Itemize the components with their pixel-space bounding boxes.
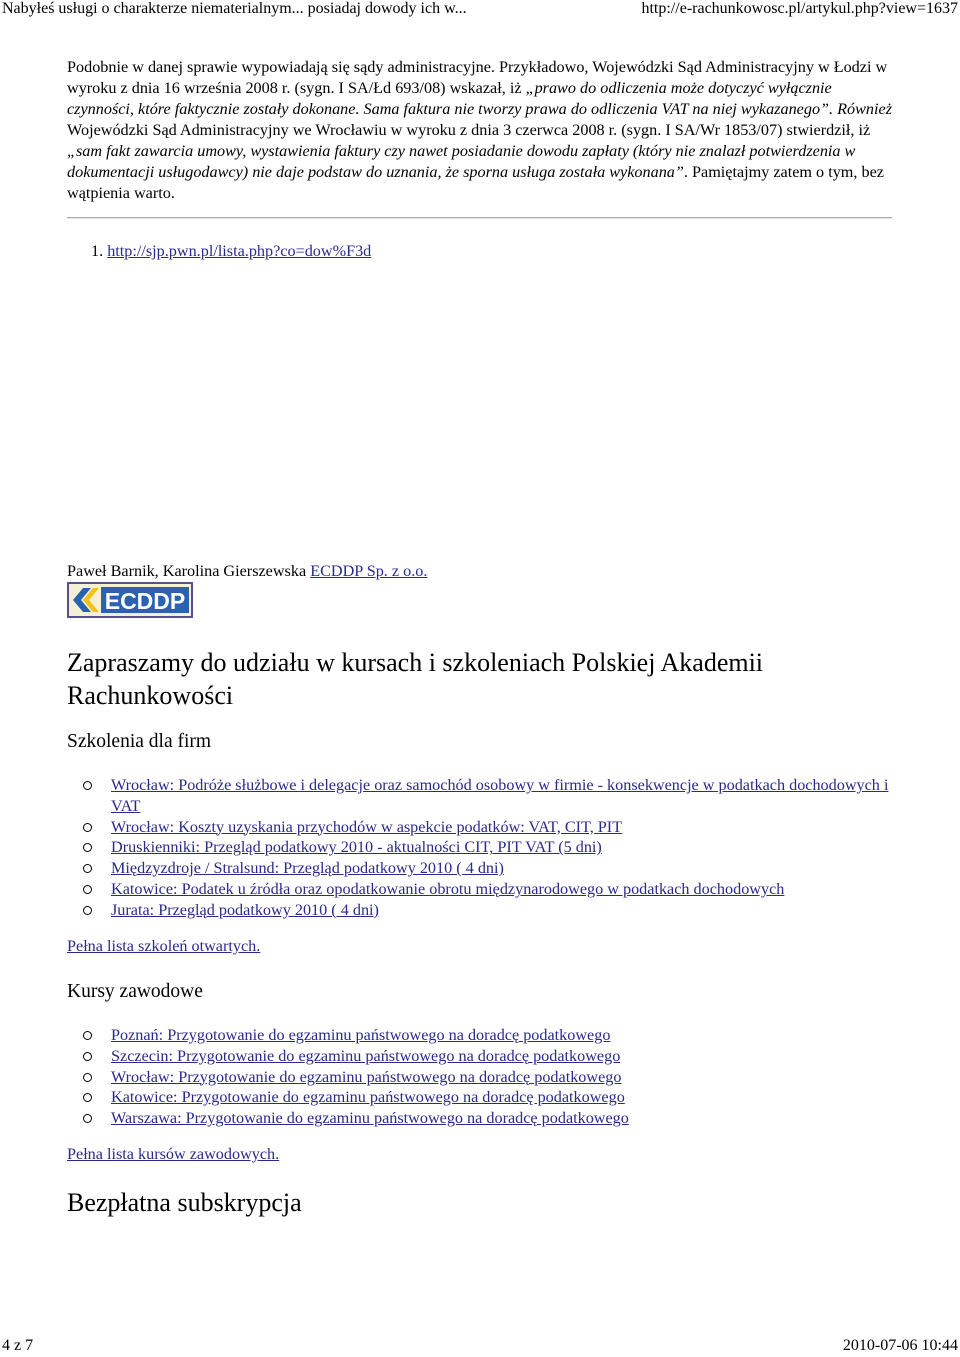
list-item [111, 1087, 911, 1108]
list-item [111, 817, 911, 838]
training-link[interactable]: Katowice: Podatek u źródła oraz opodatkowanie obrotu międzynarodowego w podatkach dochodowych [111, 879, 785, 898]
article-paragraph [67, 57, 897, 204]
course-link[interactable]: Wrocław: Przygotowanie do egzaminu państwowego na doradcę podatkowego [111, 1067, 622, 1086]
print-footer [0, 1337, 960, 1357]
courses-list [67, 1025, 911, 1129]
quote-text: „sam fakt zawarcia umowy, wystawienia faktury czy nawet posiadanie dowodu zapłaty (który nie znalazł potwierdzenia w dokumentacji usługodawcy) nie daje podstaw do uznania, że sporna usługa została wykonana” [67, 142, 856, 181]
training-link[interactable]: Druskienniki: Przegląd podatkowy 2010 - aktualności CIT, PIT VAT (5 dni) [111, 838, 602, 857]
quote-text: „prawo do odliczenia może dotyczyć wyłącznie czynności, które faktycznie zostały dokonane. Sama faktura nie tworzy prawa do odliczenia VAT na niej wykazanego”. Również [67, 79, 892, 118]
list-item [111, 858, 911, 879]
full-trainings-link[interactable]: Pełna lista szkoleń otwartych. [67, 937, 261, 955]
section-heading-trainings: Szkolenia dla firm [67, 731, 212, 752]
ecddp-logo[interactable] [67, 582, 193, 618]
print-datetime: 2010-07-06 10:44 [842, 1337, 958, 1354]
list-item [111, 1046, 911, 1067]
list-item [111, 837, 911, 858]
section-heading-courses: Kursy zawodowe [67, 981, 203, 1002]
footnote [91, 242, 371, 261]
ecddp-logo-icon [69, 584, 191, 616]
page-counter: 4 z 7 [2, 1337, 34, 1354]
trainings-list [67, 775, 911, 921]
article-text: Wojewódzki Sąd Administracyjny we Wrocławiu w wyroku z dnia 3 czerwca 2008 r. (sygn. I SA/Wr 1853/07) stwierdził, iż [67, 121, 871, 139]
footnote-link[interactable]: http://sjp.pwn.pl/lista.php?co=dow%F3d [107, 242, 372, 260]
course-link[interactable]: Katowice: Przygotowanie do egzaminu państwowego na doradcę podatkowego [111, 1088, 625, 1107]
footnote-divider [67, 217, 892, 219]
course-link[interactable]: Szczecin: Przygotowanie do egzaminu państwowego na doradcę podatkowego [111, 1046, 621, 1065]
training-link[interactable]: Jurata: Przegląd podatkowy 2010 ( 4 dni) [111, 900, 379, 919]
list-item [111, 775, 911, 817]
page-url: http://e-rachunkowosc.pl/artykul.php?view=1637 [641, 0, 958, 17]
list-item [111, 1067, 911, 1088]
subscription-heading: Bezpłatna subskrypcja [67, 1188, 302, 1217]
article-text: . Pamiętajmy zatem o tym, bez wątpienia warto. [67, 163, 884, 202]
article-body [67, 57, 897, 204]
full-courses-link[interactable]: Pełna lista kursów zawodowych. [67, 1145, 280, 1163]
footnote-number: 1. [91, 242, 104, 260]
author-names: Paweł Barnik, Karolina Gierszewska [67, 562, 311, 580]
training-link[interactable]: Wrocław: Podróże służbowe i delegacje oraz samochód osobowy w firmie - konsekwencje w podatkach dochodowych i VAT [111, 776, 889, 815]
print-header [0, 0, 960, 20]
authors-line [67, 562, 427, 581]
list-item [111, 1108, 911, 1129]
course-link[interactable]: Warszawa: Przygotowanie do egzaminu państwowego na doradcę podatkowego [111, 1109, 629, 1128]
list-item [111, 879, 911, 900]
training-link[interactable]: Międzyzdroje / Stralsund: Przegląd podatkowy 2010 ( 4 dni) [111, 859, 504, 878]
promo-title: Zapraszamy do udziału w kursach i szkoleniach Polskiej Akademii Rachunkowości [67, 648, 764, 710]
list-item [111, 900, 911, 921]
training-link[interactable]: Wrocław: Koszty uzyskania przychodów w aspekcie podatków: VAT, CIT, PIT [111, 817, 623, 836]
page-title: Nabyłeś usługi o charakterze niematerialnym... posiadaj dowody ich w... [2, 0, 467, 17]
list-item [111, 1025, 911, 1046]
course-link[interactable]: Poznań: Przygotowanie do egzaminu państwowego na doradcę podatkowego [111, 1026, 611, 1044]
article-text: Podobnie w danej sprawie wypowiadają się sądy administracyjne. Przykładowo, Wojewódzki Sąd Administracyjny w Łodzi w wyroku z dnia 16 września 2008 r. (sygn. I SA/Łd 693/08) wskazał, iż [67, 58, 888, 97]
logo-text: ECDDP [104, 588, 186, 614]
company-link[interactable]: ECDDP Sp. z o.o. [310, 562, 428, 580]
